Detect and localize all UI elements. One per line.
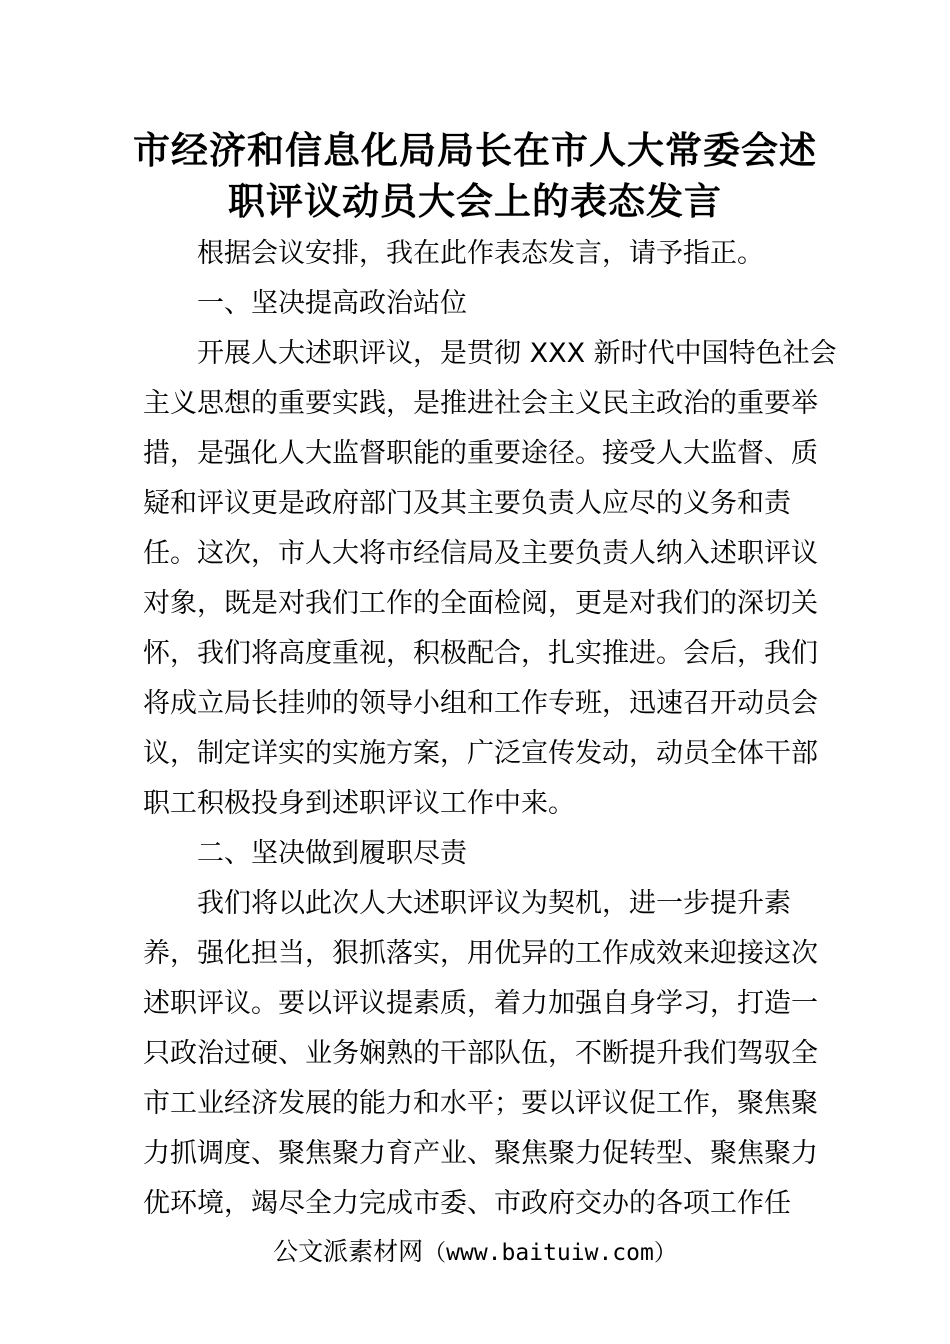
paragraph-1-line: 任。这次，市人大将市经信局及主要负责人纳入述职评议 — [143, 538, 818, 569]
paragraph-1-line: 疑和评议更是政府部门及其主要负责人应尽的义务和责 — [143, 488, 791, 519]
paragraph-2-line: 市工业经济发展的能力和水平；要以评议促工作，聚焦聚 — [143, 1088, 818, 1119]
paragraph-2-line: 力抓调度、聚焦聚力育产业、聚焦聚力促转型、聚焦聚力 — [143, 1138, 818, 1169]
footer-watermark — [0, 1232, 950, 1273]
paragraph-2-line: 只政治过硬、业务娴熟的干部队伍，不断提升我们驾驭全 — [143, 1038, 818, 1069]
footer-site-name: 公文派素材网 — [273, 1237, 424, 1266]
paragraph-1-line: 开展人大述职评议，是贯彻 XXX 新时代中国特色社会 — [197, 338, 837, 369]
paragraph-1-line: 对象，既是对我们工作的全面检阅，更是对我们的深切关 — [143, 588, 818, 619]
paragraph-1-line: 将成立局长挂帅的领导小组和工作专班，迅速召开动员会 — [143, 688, 818, 719]
paragraph-1-line: 措，是强化人大监督职能的重要途径。接受人大监督、质 — [143, 438, 818, 469]
intro-paragraph: 根据会议安排，我在此作表态发言，请予指正。 — [197, 238, 764, 269]
document-title-line-1: 市经济和信息化局局长在市人大常委会述 — [133, 129, 817, 172]
paragraph-1-line: 怀，我们将高度重视，积极配合，扎实推进。会后，我们 — [143, 638, 818, 669]
footer-site-url: （www.baituiw.com） — [423, 1240, 677, 1266]
section-heading-2: 二、坚决做到履职尽责 — [197, 838, 467, 869]
document-body — [143, 229, 837, 1229]
paragraph-2-line: 优环境，竭尽全力完成市委、市政府交办的各项工作任 — [143, 1188, 791, 1219]
section-heading-1: 一、坚决提高政治站位 — [197, 288, 467, 319]
paragraph-1-line: 议，制定详实的实施方案，广泛宣传发动，动员全体干部 — [143, 738, 818, 769]
paragraph-1-line: 主义思想的重要实践，是推进社会主义民主政治的重要举 — [143, 388, 818, 419]
paragraph-2-line: 养，强化担当，狠抓落实，用优异的工作成效来迎接这次 — [143, 938, 818, 969]
paragraph-2-line: 述职评议。要以评议提素质，着力加强自身学习，打造一 — [143, 988, 818, 1019]
paragraph-1-line: 职工积极投身到述职评议工作中来。 — [143, 788, 575, 819]
document-title-line-2: 职评议动员大会上的表态发言 — [228, 180, 722, 223]
paragraph-2-line: 我们将以此次人大述职评议为契机，进一步提升素 — [197, 888, 791, 919]
